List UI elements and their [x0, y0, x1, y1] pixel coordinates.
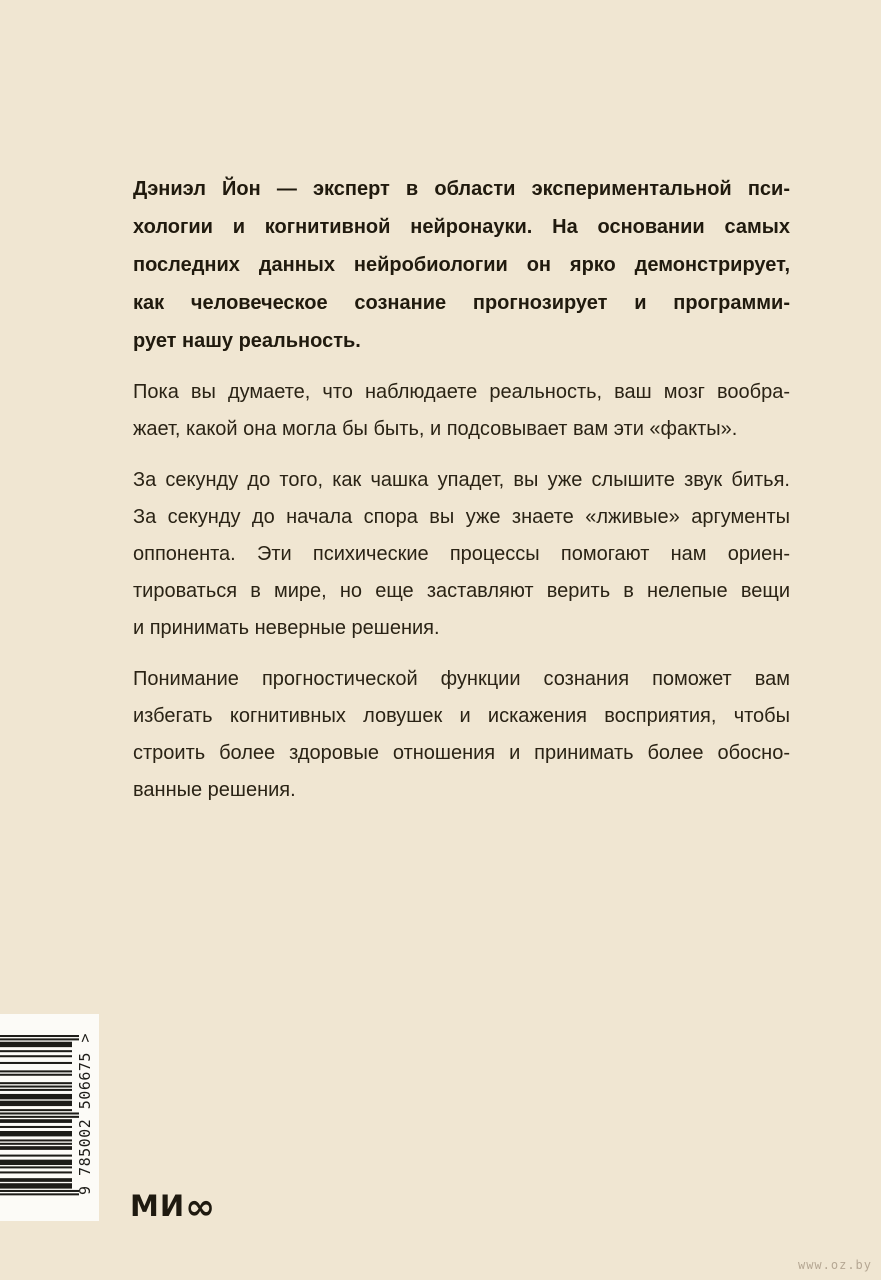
text-line: тироваться в мире, но еще заставляют верить в нелепые вещи	[133, 580, 790, 602]
text-line: избегать когнитивных ловушек и искажения восприятия, чтобы	[133, 705, 790, 727]
text-line: как человеческое сознание прогнозирует и программи-	[133, 292, 790, 314]
text-line: Дэниэл Йон — эксперт в области экспериментальной пси-	[133, 178, 790, 200]
publisher-logo-text: МИ	[130, 1189, 186, 1223]
text-line: ванные решения.	[133, 779, 296, 801]
text-line: оппонента. Эти психические процессы помогают нам ориен-	[133, 543, 790, 565]
text-line: хологии и когнитивной нейронауки. На основании самых	[133, 216, 790, 238]
watermark-oz-by: www.oz.by	[797, 1258, 872, 1272]
barcode-number: 9 785002 506675 >	[76, 1032, 94, 1196]
back-cover-text	[133, 170, 790, 823]
paragraph	[133, 374, 790, 448]
text-line: За секунду до начала спора вы уже знаете «лживые» аргументы	[133, 506, 790, 528]
text-line: Понимание прогностической функции сознания поможет вам	[133, 668, 790, 690]
text-line: последних данных нейробиологии он ярко демонстрирует,	[133, 254, 790, 276]
paragraph	[133, 170, 790, 360]
text-line: жает, какой она могла бы быть, и подсовывает вам эти «факты».	[133, 418, 738, 440]
publisher-logo-mif	[130, 1187, 216, 1228]
text-line: Пока вы думаете, что наблюдаете реальность, ваш мозг вообра-	[133, 381, 790, 403]
paragraph	[133, 462, 790, 647]
text-line: строить более здоровые отношения и принимать более обосно-	[133, 742, 790, 764]
text-line: и принимать неверные решения.	[133, 617, 440, 639]
paragraph	[133, 661, 790, 809]
text-line: За секунду до того, как чашка упадет, вы уже слышите звук битья.	[133, 469, 790, 491]
text-line: рует нашу реальность.	[133, 330, 361, 352]
infinity-icon: ∞	[185, 1187, 216, 1228]
